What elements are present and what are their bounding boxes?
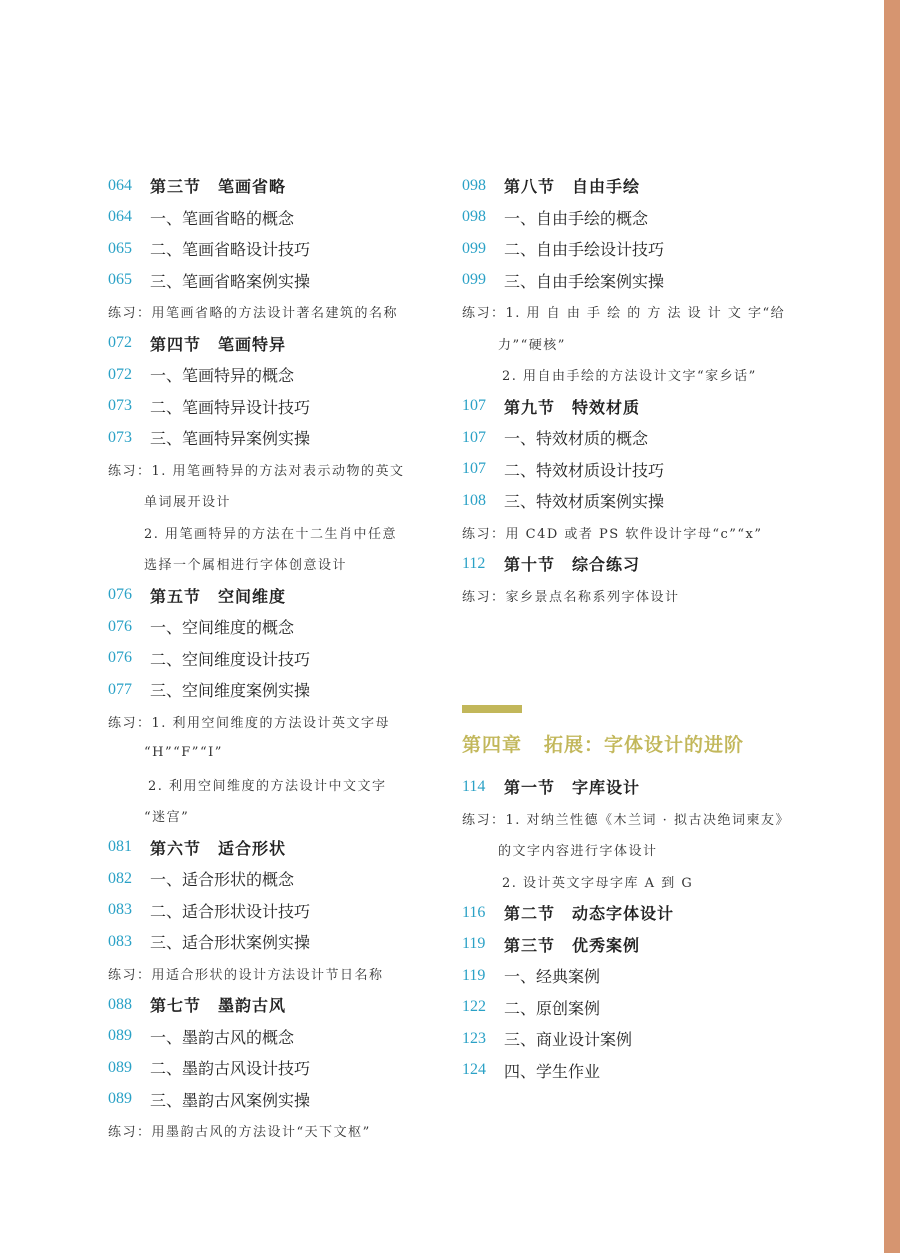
exercise-text: 2. 用笔画特异的方法在十二生肖中任意 <box>144 526 398 542</box>
page-number: 099 <box>462 271 486 289</box>
page-number: 072 <box>108 365 132 383</box>
item-title: 二、笔画特异设计技巧 <box>150 397 311 417</box>
exercise-text: 的文字内容进行字体设计 <box>498 844 658 860</box>
page-number: 065 <box>108 271 132 289</box>
exercise-label: 练习： <box>462 812 506 828</box>
page-number: 107 <box>462 460 486 478</box>
page-number: 119 <box>462 966 486 984</box>
section-title: 第八节 自由手绘 <box>504 177 641 197</box>
section-title: 第六节 适合形状 <box>150 838 287 858</box>
toc-item-row <box>462 1055 867 1087</box>
item-title: 三、笔画省略案例实操 <box>150 271 311 291</box>
toc-chapter-list <box>462 771 867 1086</box>
toc-exercise-row <box>108 1115 438 1147</box>
toc-section-row <box>462 170 867 202</box>
page-number: 124 <box>462 1061 486 1079</box>
toc-exercise-continuation <box>462 328 867 360</box>
section-title: 第十节 综合练习 <box>504 555 641 575</box>
page-number: 064 <box>108 208 132 226</box>
page-number: 107 <box>462 397 486 415</box>
page-number: 076 <box>108 617 132 635</box>
item-title: 二、墨韵古风设计技巧 <box>150 1059 311 1079</box>
toc-exercise-continuation <box>462 359 867 391</box>
toc-item-row <box>108 233 438 265</box>
exercise-text: 1. 利用空间维度的方法设计英文字母 <box>151 715 391 731</box>
item-title: 三、适合形状案例实操 <box>150 933 311 953</box>
page-number: 089 <box>108 1090 132 1108</box>
page-number: 098 <box>462 208 486 226</box>
page-number: 065 <box>108 239 132 257</box>
toc-item-row <box>108 359 438 391</box>
section-title: 第三节 优秀案例 <box>504 935 641 955</box>
toc-exercise-row <box>108 958 438 990</box>
toc-exercise-continuation <box>462 866 867 898</box>
section-title: 第四节 笔画特异 <box>150 334 287 354</box>
chapter-accent-bar <box>462 705 522 713</box>
toc-item-row <box>462 1023 867 1055</box>
page-number: 122 <box>462 998 486 1016</box>
exercise-text: 1. 对纳兰性德《木兰词 · 拟古决绝词柬友》 <box>505 812 790 828</box>
exercise-text: “H”“F”“I” <box>144 745 223 761</box>
page-number: 082 <box>108 869 132 887</box>
item-title: 三、空间维度案例实操 <box>150 681 311 701</box>
toc-section-row <box>108 328 438 360</box>
item-title: 二、原创案例 <box>504 998 601 1018</box>
exercise-text: 用适合形状的设计方法设计节日名称 <box>151 967 384 983</box>
exercise-text: “迷宫” <box>144 810 190 826</box>
exercise-label: 练习： <box>108 306 152 322</box>
toc-item-row <box>108 863 438 895</box>
toc-item-row <box>108 643 438 675</box>
exercise-label: 练习： <box>108 1125 152 1141</box>
toc-item-row <box>108 391 438 423</box>
toc-right-list <box>462 170 867 611</box>
exercise-label: 练习： <box>462 306 506 322</box>
toc-item-row <box>462 454 867 486</box>
toc-left-column <box>108 170 438 1147</box>
toc-item-row <box>462 960 867 992</box>
toc-item-row <box>108 265 438 297</box>
page-number: 119 <box>462 935 486 953</box>
exercise-text: 1. 用笔画特异的方法对表示动物的英文 <box>151 463 405 479</box>
page-number: 089 <box>108 1058 132 1076</box>
page-number: 077 <box>108 680 132 698</box>
toc-section-row <box>462 929 867 961</box>
item-title: 三、笔画特异案例实操 <box>150 429 311 449</box>
toc-exercise-row <box>108 706 438 738</box>
toc-item-row <box>108 1052 438 1084</box>
item-title: 二、空间维度设计技巧 <box>150 649 311 669</box>
exercise-label: 练习： <box>108 715 152 731</box>
toc-section-row <box>108 832 438 864</box>
item-title: 二、自由手绘设计技巧 <box>504 240 665 260</box>
toc-exercise-continuation <box>108 800 438 832</box>
exercise-text: 单词展开设计 <box>144 495 232 511</box>
page-number: 076 <box>108 586 132 604</box>
page-number: 083 <box>108 932 132 950</box>
toc-item-row <box>108 611 438 643</box>
chapter-number: 第四章 <box>462 733 523 756</box>
toc-right-column <box>462 170 867 1086</box>
toc-exercise-continuation <box>108 548 438 580</box>
exercise-label: 练习： <box>462 589 506 605</box>
toc-exercise-continuation <box>108 485 438 517</box>
section-title: 第二节 动态字体设计 <box>504 904 675 924</box>
page-number: 112 <box>462 554 486 572</box>
item-title: 一、经典案例 <box>504 967 601 987</box>
side-color-stripe <box>884 0 900 1253</box>
chapter-title: 拓展：字体设计的进阶 <box>544 733 745 756</box>
page-number: 099 <box>462 239 486 257</box>
toc-item-row <box>108 422 438 454</box>
page-number: 064 <box>108 176 132 194</box>
toc-item-row <box>108 1021 438 1053</box>
toc-item-row <box>462 202 867 234</box>
toc-section-row <box>462 548 867 580</box>
toc-exercise-row <box>462 517 867 549</box>
item-title: 一、特效材质的概念 <box>504 429 649 449</box>
toc-exercise-continuation <box>108 769 438 801</box>
item-title: 二、笔画省略设计技巧 <box>150 240 311 260</box>
page-number: 081 <box>108 838 132 856</box>
page-number: 107 <box>462 428 486 446</box>
exercise-text: 2. 用自由手绘的方法设计文字“家乡话” <box>502 369 757 385</box>
item-title: 三、商业设计案例 <box>504 1030 633 1050</box>
toc-item-row <box>462 485 867 517</box>
exercise-label: 练习： <box>462 526 506 542</box>
exercise-text: 用 C4D 或者 PS 软件设计字母“c”“x” <box>505 526 763 542</box>
exercise-text: 1. 用 自 由 手 绘 的 方 法 设 计 文 字“给 <box>505 306 786 322</box>
page-number: 073 <box>108 397 132 415</box>
item-title: 一、笔画特异的概念 <box>150 366 295 386</box>
exercise-label: 练习： <box>108 967 152 983</box>
toc-section-row <box>108 989 438 1021</box>
item-title: 一、笔画省略的概念 <box>150 208 295 228</box>
exercise-text: 选择一个属相进行字体创意设计 <box>144 558 348 574</box>
item-title: 二、特效材质设计技巧 <box>504 460 665 480</box>
toc-exercise-continuation <box>108 517 438 549</box>
exercise-text: 家乡景点名称系列字体设计 <box>505 589 680 605</box>
item-title: 三、墨韵古风案例实操 <box>150 1090 311 1110</box>
page-number: 076 <box>108 649 132 667</box>
toc-exercise-row <box>108 454 438 486</box>
item-title: 三、特效材质案例实操 <box>504 492 665 512</box>
exercise-text: 用墨韵古风的方法设计“天下文枢” <box>151 1125 371 1141</box>
chapter-heading <box>462 723 867 763</box>
toc-item-row <box>108 202 438 234</box>
toc-item-row <box>462 422 867 454</box>
toc-item-row <box>462 265 867 297</box>
toc-exercise-continuation <box>462 834 867 866</box>
item-title: 三、自由手绘案例实操 <box>504 271 665 291</box>
section-title: 第三节 笔画省略 <box>150 177 287 197</box>
page-number: 073 <box>108 428 132 446</box>
toc-item-row <box>108 895 438 927</box>
page-number: 083 <box>108 901 132 919</box>
toc-section-row <box>462 771 867 803</box>
section-title: 第七节 墨韵古风 <box>150 996 287 1016</box>
section-title: 第五节 空间维度 <box>150 586 287 606</box>
item-title: 四、学生作业 <box>504 1061 601 1081</box>
exercise-text: 2. 利用空间维度的方法设计中文文字 <box>148 778 387 794</box>
toc-item-row <box>462 233 867 265</box>
page-number: 098 <box>462 176 486 194</box>
toc-section-row <box>462 391 867 423</box>
item-title: 一、墨韵古风的概念 <box>150 1027 295 1047</box>
page-number: 088 <box>108 995 132 1013</box>
page-number: 089 <box>108 1027 132 1045</box>
toc-item-row <box>462 992 867 1024</box>
toc-exercise-continuation <box>108 737 438 769</box>
exercise-text: 力”“硬核” <box>498 337 566 353</box>
item-title: 二、适合形状设计技巧 <box>150 901 311 921</box>
toc-item-row <box>108 1084 438 1116</box>
item-title: 一、自由手绘的概念 <box>504 208 649 228</box>
toc-section-row <box>108 580 438 612</box>
exercise-label: 练习： <box>108 463 152 479</box>
toc-exercise-row <box>462 580 867 612</box>
item-title: 一、适合形状的概念 <box>150 870 295 890</box>
toc-section-row <box>108 170 438 202</box>
page-number: 072 <box>108 334 132 352</box>
section-title: 第九节 特效材质 <box>504 397 641 417</box>
item-title: 一、空间维度的概念 <box>150 618 295 638</box>
toc-exercise-row <box>462 803 867 835</box>
exercise-text: 2. 设计英文字母字库 A 到 G <box>502 875 694 891</box>
toc-exercise-row <box>462 296 867 328</box>
toc-item-row <box>108 674 438 706</box>
page-number: 114 <box>462 777 486 795</box>
toc-section-row <box>462 897 867 929</box>
toc-exercise-row <box>108 296 438 328</box>
page-number: 123 <box>462 1029 486 1047</box>
page-number: 116 <box>462 903 486 921</box>
section-title: 第一节 字库设计 <box>504 778 641 798</box>
spacer <box>462 611 867 705</box>
toc-item-row <box>108 926 438 958</box>
exercise-text: 用笔画省略的方法设计著名建筑的名称 <box>151 306 399 322</box>
page-number: 108 <box>462 491 486 509</box>
